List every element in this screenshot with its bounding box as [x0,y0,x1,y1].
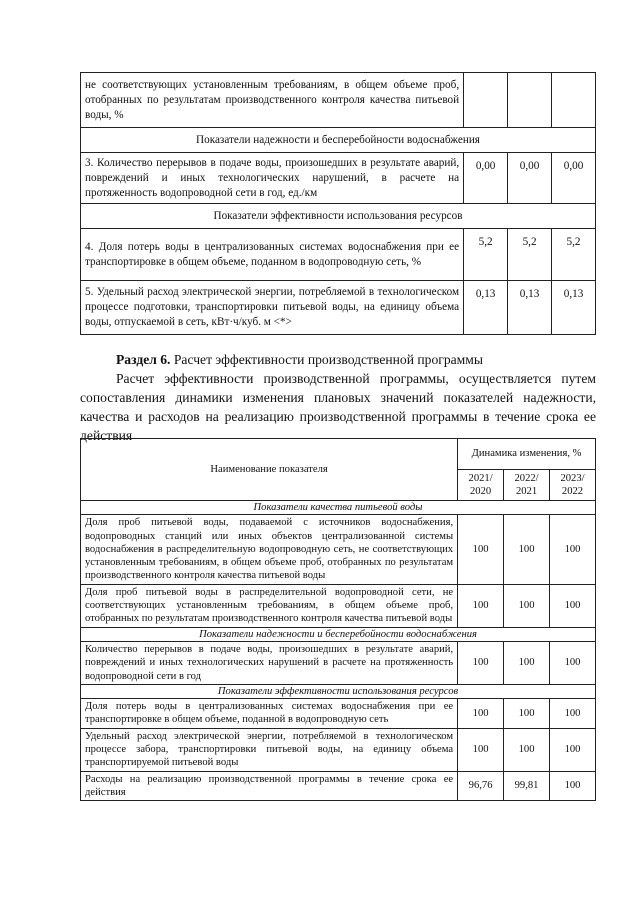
value-cell: 100 [550,584,596,627]
value-cell: 5,2 [552,229,596,281]
value-cell: 0,13 [508,281,552,335]
value-cell: 100 [458,728,504,771]
table-row [81,641,596,684]
value-cell: 100 [550,641,596,684]
value-cell: 100 [550,515,596,584]
section-row [81,627,596,641]
table-row [81,699,596,729]
value-cell: 99,81 [504,771,550,801]
value-cell: 100 [504,728,550,771]
section-heading [80,350,596,369]
value-cell: 100 [504,641,550,684]
section-title-efficiency: Показатели эффективности использования ресурсов [81,204,596,229]
table-row [81,153,596,204]
row-label: Доля проб питьевой воды, подаваемой с источников водоснабжения, водопроводных станций или иных объектов централизованной системы водоснабжения в распределительную водопроводную сеть, не соответствующих установленным требованиям, в общем объеме проб, отобранных по результатам производственного контроля качества питьевой воды [81,515,458,584]
value-cell: 100 [550,771,596,801]
value-cell: 5,2 [508,229,552,281]
section-number: Раздел 6. [116,352,171,367]
table-row [81,728,596,771]
row-label: Доля потерь воды в централизованных системах водоснабжения при ее транспортировке в общем объеме, поданной в водопроводную сеть [81,699,458,729]
value-cell: 0,00 [464,153,508,204]
section-title-efficiency: Показатели эффективности использования ресурсов [81,684,596,698]
section-paragraph: Расчет эффективности производственной программы, осуществляется путем сопоставления динамики изменения плановых значений показателей надежности, качества и расходов на реализацию производственной программы в течение срока ее действия [80,371,596,443]
value-cell: 100 [550,699,596,729]
header-row [81,439,596,470]
value-cell: 100 [504,699,550,729]
efficiency-table [80,438,596,801]
value-cell: 100 [458,515,504,584]
section-title-reliability: Показатели надежности и бесперебойности водоснабжения [81,128,596,153]
row-label: 3. Количество перерывов в подаче воды, произошедших в результате аварий, повреждений и иных технологических нарушений, в расчете на протяженность водопроводной сети в год, ед./км [81,153,464,204]
row-label: 5. Удельный расход электрической энергии, потребляемой в технологическом процессе подготовки, транспортировки питьевой воды, на единицу объема воды, отпускаемой в сеть, кВт·ч/куб. м <*> [81,281,464,335]
section-title-reliability: Показатели надежности и бесперебойности водоснабжения [81,627,596,641]
value-cell: 0,00 [552,153,596,204]
value-cell: 100 [458,699,504,729]
indicators-table-continued [80,72,596,335]
value-cell: 100 [458,641,504,684]
section-row [81,204,596,229]
value-cell: 0,00 [508,153,552,204]
value-cell: 100 [550,728,596,771]
table-row [81,584,596,627]
section-title: Расчет эффективности производственной программы [170,352,483,367]
section-row [81,501,596,515]
period-header: 2022/ 2021 [504,470,550,501]
section-title-quality: Показатели качества питьевой воды [81,501,596,515]
row-label: Удельный расход электрической энергии, потребляемой в технологическом процессе забора, транспортировки питьевой воды, на единицу объема транспортируемой питьевой воды [81,728,458,771]
row-label: Количество перерывов в подаче воды, произошедших в результате аварий, повреждений и иных технологических нарушений в расчете на протяженность водопроводной сети в год [81,641,458,684]
value-cell: 0,13 [464,281,508,335]
section-row [81,684,596,698]
value-cell: 100 [458,584,504,627]
table-row [81,281,596,335]
header-dynamics: Динамика изменения, % [458,439,596,470]
table-row [81,73,596,128]
table-row [81,515,596,584]
value-cell: 5,2 [464,229,508,281]
section-6 [80,350,596,445]
row-label: не соответствующих установленным требованиям, в общем объеме проб, отобранных по результатам производственного контроля качества питьевой воды, % [81,73,464,128]
value-cell: 96,76 [458,771,504,801]
row-label: 4. Доля потерь воды в централизованных системах водоснабжения при ее транспортировке в общем объеме, поданном в водопроводную сеть, % [81,229,464,281]
period-header: 2021/ 2020 [458,470,504,501]
value-cell: 0,13 [552,281,596,335]
period-header: 2023/ 2022 [550,470,596,501]
header-name: Наименование показателя [81,439,458,501]
section-row [81,128,596,153]
table-row [81,229,596,281]
row-label: Расходы на реализацию производственной программы в течение срока ее действия [81,771,458,801]
row-label: Доля проб питьевой воды в распределительной водопроводной сети, не соответствующих установленным требованиям, в общем объеме проб, отобранных по результатам производственного контроля качества питьевой воды [81,584,458,627]
value-cell: 100 [504,584,550,627]
table-row [81,771,596,801]
value-cell: 100 [504,515,550,584]
